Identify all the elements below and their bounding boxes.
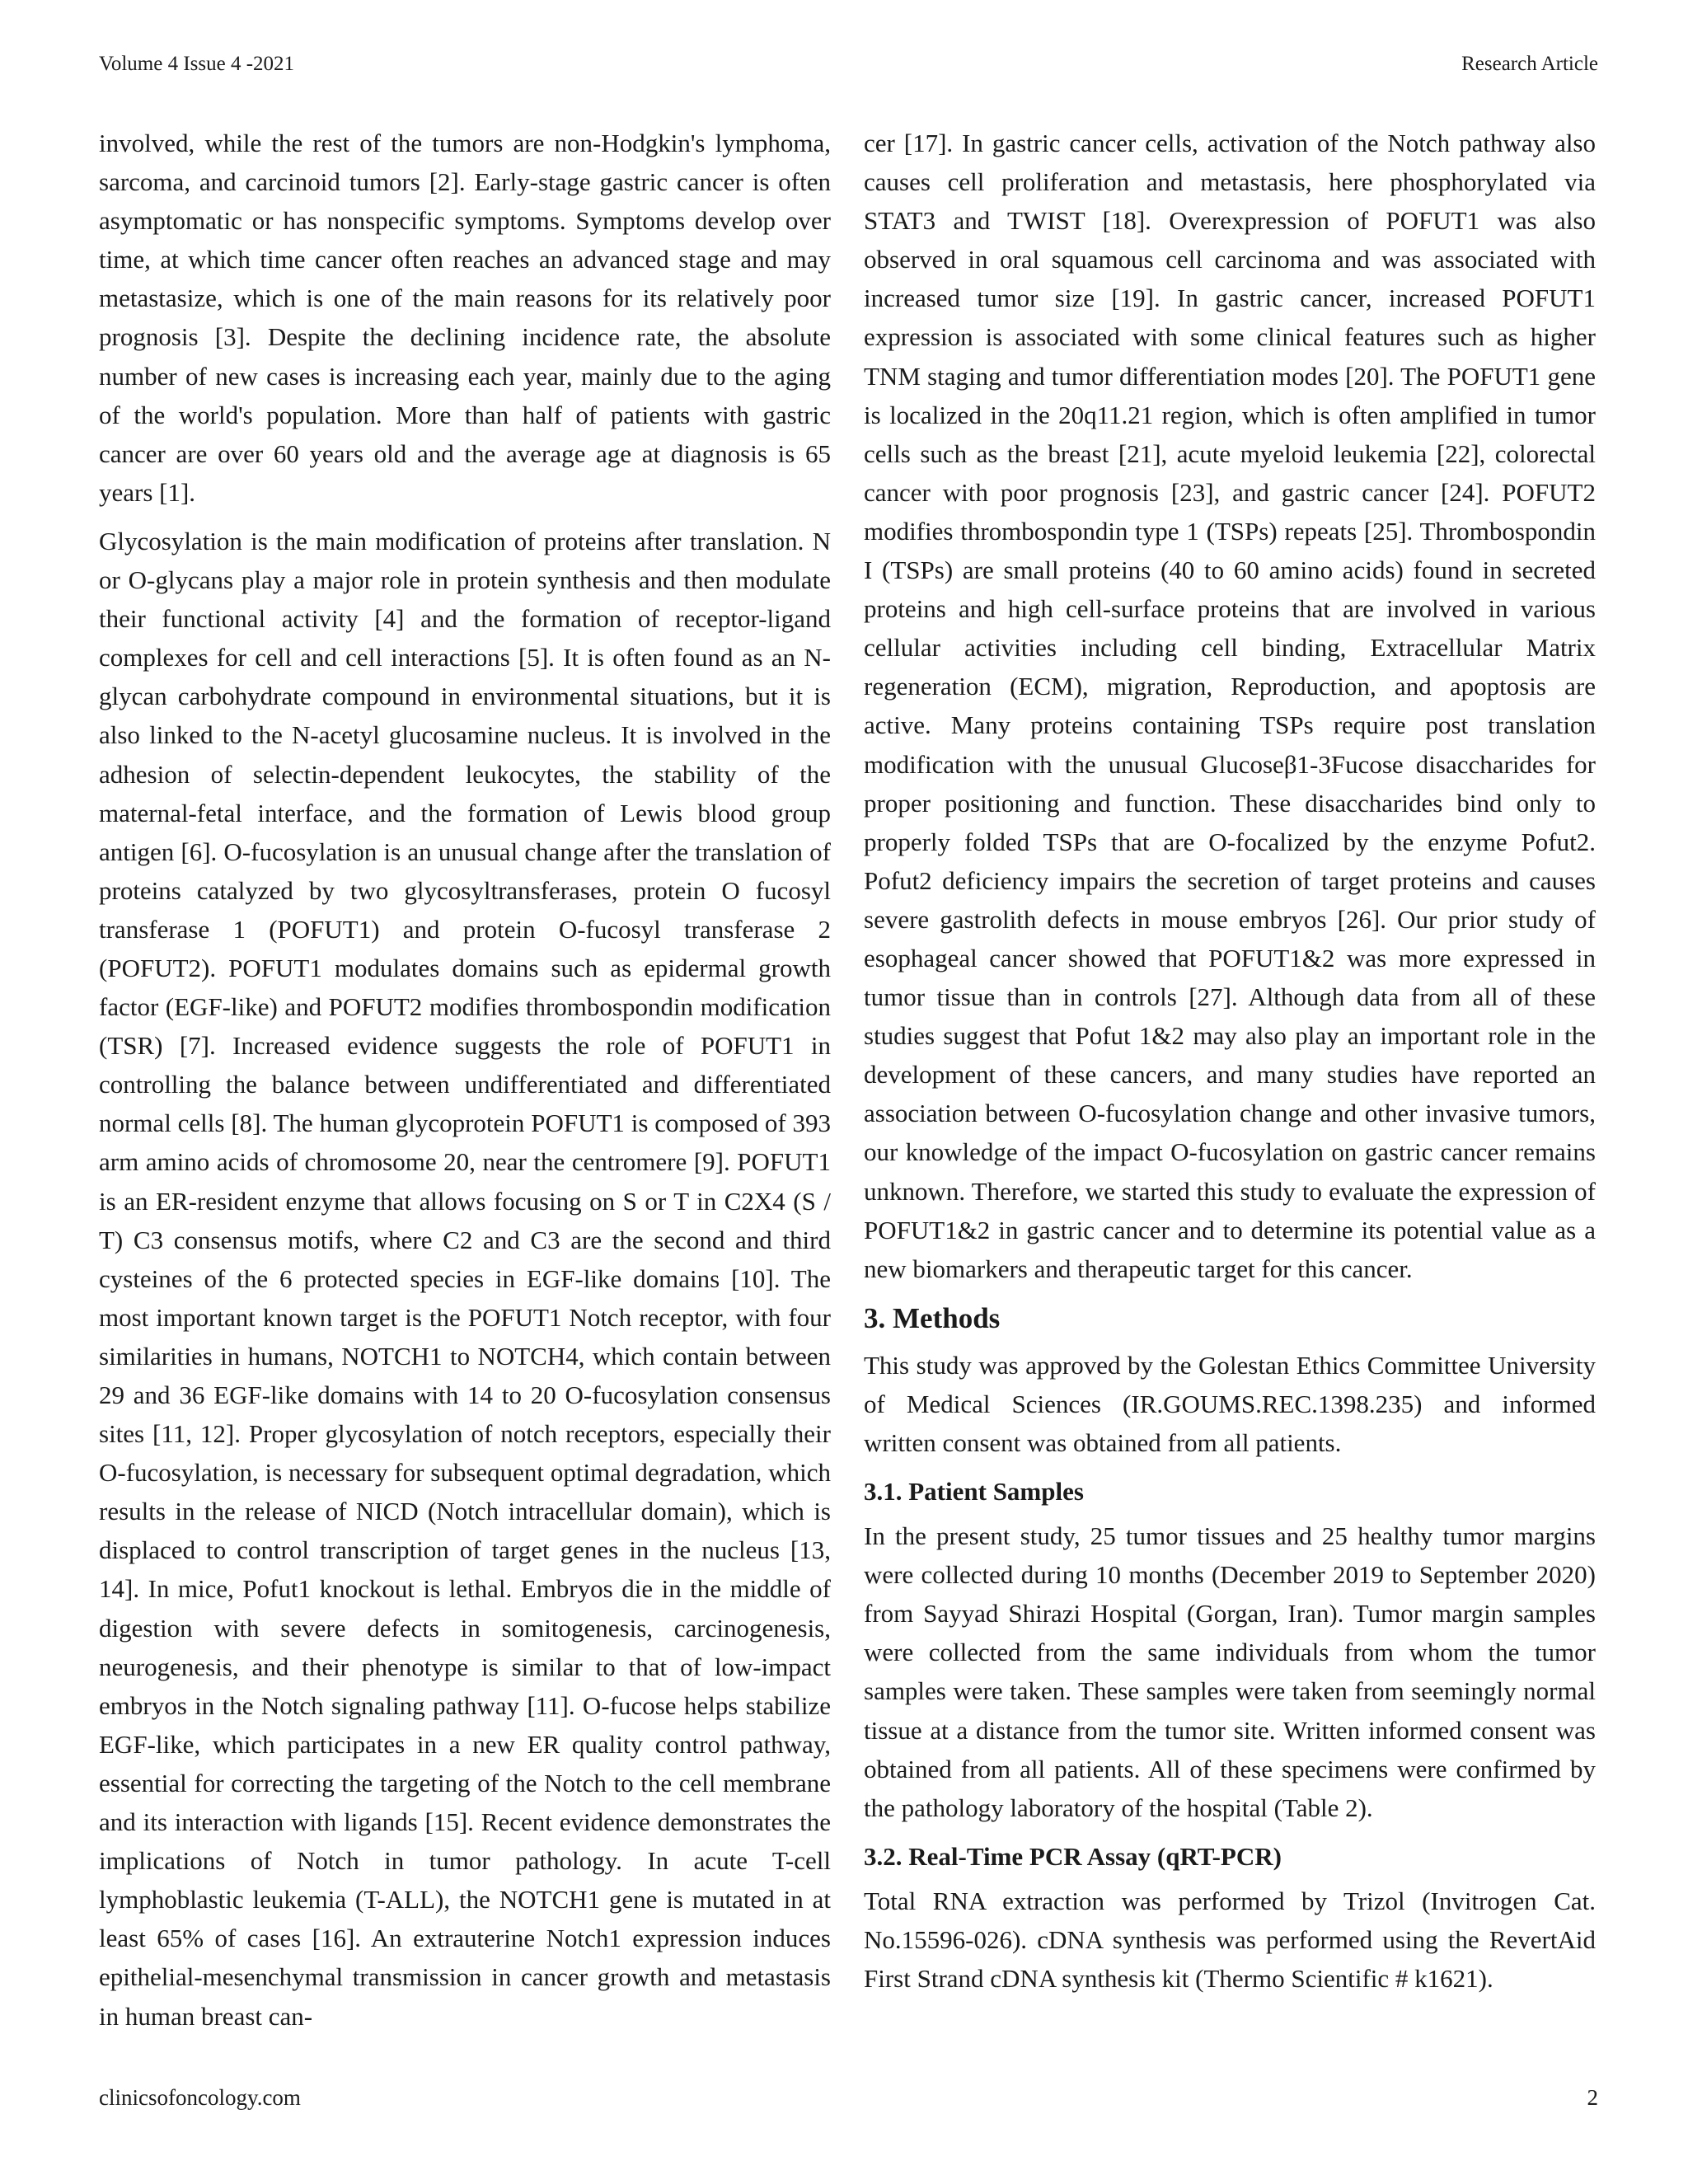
paragraph-glycosylation: Glycosylation is the main modification of proteins after translation. N or O-glycans play a major role in protein synthesis and then modulate their functional activity [4] and the formation of receptor-ligand complexes for cell and cell interactions [5]. It is often found as an N-glycan carbohydrate compound in environmental situations, but it is also linked to the N-acetyl glucosamine nucleus. It is involved in the adhesion of selectin-dependent leukocytes, the stability of the maternal-fetal interface, and the formation of Lewis blood group antigen [6]. O-fucosylation is an unusual change after the translation of proteins catalyzed by two glycosyltransferases, protein O fucosyl transferase 1 (POFUT1) and protein O-fucosyl transferase 2 (POFUT2). POFUT1 modulates domains such as epidermal growth factor (EGF-like) and POFUT2 modifies thrombospondin modification (TSR) [7]. Increased evidence suggests the role of POFUT1 in controlling the balance between undifferentiated and differentiated normal cells [8]. The human glycoprotein POFUT1 is composed of 393 arm amino acids of chromosome 20, near the centromere [9]. POFUT1 is an ER-resident enzyme that allows focusing on S or T in C2X4 (S / T) C3 consensus motifs, where C2 and C3 are the second and third cysteines of the 6 protected species in EGF-like domains [10]. The most important known target is the POFUT1 Notch receptor, with four similarities in humans, NOTCH1 to NOTCH4, which contain between 29 and 36 EGF-like domains with 14 to 20 O-fucosylation consensus sites [11, 12]. Proper glycosylation of notch receptors, especially their O-fucosylation, is necessary for subsequent optimal degradation, which results in the release of NICD (Notch intracellular domain), which is displaced to control transcription of target genes in the nucleus [13, 14]. In mice, Pofut1 knockout is lethal. Embryos die in the middle of digestion with severe defects in somitogenesis, carcinogenesis, neurogenesis, and their phenotype is similar to that of low-impact embryos in the Notch signaling pathway [11]. O-fucose helps stabilize EGF-like, which participates in a new ER quality control pathway, essential for correcting the targeting of the Notch to the cell membrane and its interaction with ligands [15]. Recent evidence demonstrates the implications of Notch in tumor pathology. In acute T-cell lymphoblastic leukemia (T-ALL), the NOTCH1 gene is mutated in at least 65% of cases [16]. An extrauterine Notch1 expression induces epithelial-mesenchymal transmission in cancer growth and metastasis in human breast can- [99, 526, 831, 2031]
journal-website: clinicsofoncology.com [99, 2085, 301, 2110]
right-column [864, 124, 1596, 2008]
left-column [99, 124, 831, 2046]
journal-volume: Volume 4 Issue 4 -2021 [99, 53, 295, 75]
paragraph-patient-samples: In the present study, 25 tumor tissues and 25 healthy tumor margins were collected during 10 months (December 2019 to September 2020) from Sayyad Shirazi Hospital (Gorgan, Iran). Tumor margin samples were collected from the same individuals from whom the tumor samples were taken. These samples were taken from seemingly normal tissue at a distance from the tumor site. Written informed consent was obtained from all patients. All of these specimens were confirmed by the pathology laboratory of the hospital (Table 2). [864, 1521, 1596, 1822]
page-header [99, 53, 1598, 86]
page-number: 2 [1587, 2085, 1598, 2110]
paragraph-notch-pofut: cer [17]. In gastric cancer cells, activation of the Notch pathway also causes cell proliferation and metastasis, here phosphorylated via STAT3 and TWIST [18]. Overexpression of POFUT1 was also observed in oral squamous cell carcinoma and was associated with increased tumor size [19]. In gastric cancer, increased POFUT1 expression is associated with some clinical features such as higher TNM staging and tumor differentiation modes [20]. The POFUT1 gene is localized in the 20q11.21 region, which is often amplified in tumor cells such as the breast [21], acute myeloid leukemia [22], colorectal cancer with poor prognosis [23], and gastric cancer [24]. POFUT2 modifies thrombospondin type 1 (TSPs) repeats [25]. Thrombospondin I (TSPs) are small proteins (40 to 60 amino acids) found in secreted proteins and high cell-surface proteins that are involved in various cellular activities including cell binding, Extracellular Matrix regeneration (ECM), migration, Reproduction, and apoptosis are active. Many proteins containing TSPs require post translation modification with the unusual Glucoseβ1-3Fucose disaccharides for proper positioning and function. These disaccharides bind only to properly folded TSPs that are O-focalized by the enzyme Pofut2. Pofut2 deficiency impairs the secretion of target proteins and causes severe gastrolith defects in mouse embryos [26]. Our prior study of esophageal cancer showed that POFUT1&2 was more expressed in tumor tissue than in controls [27]. Although data from all of these studies suggest that Pofut 1&2 may also play an important role in the development of these cancers, and many studies have reported an association between O-fucosylation change and other invasive tumors, our knowledge of the impact O-fucosylation on gastric cancer remains unknown. Therefore, we started this study to evaluate the expression of POFUT1&2 in gastric cancer and to determine its potential value as a new biomarkers and therapeutic target for this cancer. [864, 129, 1596, 1283]
subsection-heading-patient-samples: 3.1. Patient Samples [864, 1477, 1084, 1507]
article-type: Research Article [1461, 53, 1598, 75]
page-footer [99, 2085, 1598, 2118]
paragraph-intro-continued: involved, while the rest of the tumors are non-Hodgkin's lymphoma, sarcoma, and carcinoid tumors [2]. Early-stage gastric cancer is often asymptomatic or has nonspecific symptoms. Symptoms develop over time, at which time cancer often reaches an advanced stage and may metastasize, which is one of the main reasons for its relatively poor prognosis [3]. Despite the declining incidence rate, the absolute number of new cases is increasing each year, mainly due to the aging of the world's population. More than half of patients with gastric cancer are over 60 years old and the average age at diagnosis is 65 years [1]. [99, 129, 831, 507]
subsection-heading-qrt-pcr: 3.2. Real-Time PCR Assay (qRT-PCR) [864, 1841, 1282, 1871]
section-heading-methods: 3. Methods [864, 1301, 1001, 1334]
paragraph-methods: This study was approved by the Golestan Ethics Committee University of Medical Sciences (IR.GOUMS.REC.1398.235) and informed written consent was obtained from all patients. [864, 1350, 1596, 1457]
paragraph-qrt-pcr: Total RNA extraction was performed by Trizol (Invitrogen Cat. No.15596-026). cDNA synthesis was performed using the RevertAid First Strand cDNA synthesis kit (Thermo Scientific # k1621). [864, 1886, 1596, 1994]
